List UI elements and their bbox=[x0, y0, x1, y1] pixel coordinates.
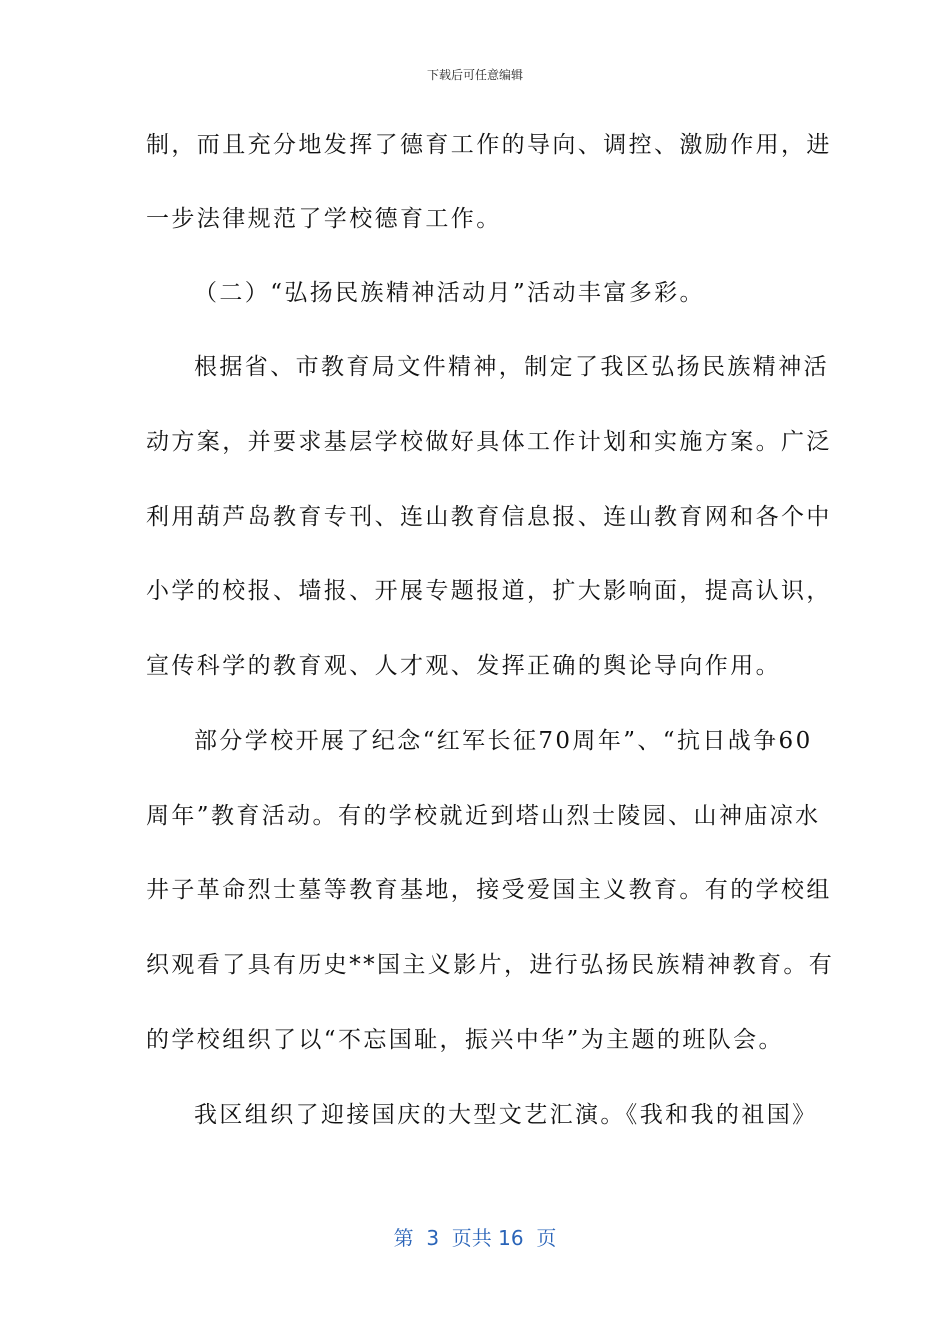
text-line-9: 部分学校开展了纪念“红军长征70周年”、“抗日战争60 bbox=[194, 728, 813, 754]
text-line-7: 小学的校报、墙报、开展专题报道，扩大影响面，提高认识， bbox=[146, 578, 832, 604]
page-header-note: 下载后可任意编辑 bbox=[426, 68, 523, 82]
text-line-2: 一步法律规范了学校德育工作。 bbox=[146, 206, 502, 232]
section-heading: （二）“弘扬民族精神活动月”活动丰富多彩。 bbox=[194, 280, 705, 306]
text-line-4: 根据省、市教育局文件精神，制定了我区弘扬民族精神活 bbox=[194, 354, 829, 380]
text-line-11: 井子革命烈士墓等教育基地，接受爱国主义教育。有的学校组 bbox=[146, 877, 832, 903]
text-line-10: 周年”教育活动。有的学校就近到塔山烈士陵园、山神庙凉水 bbox=[146, 803, 821, 829]
text-line-5: 动方案，并要求基层学校做好具体工作计划和实施方案。广泛 bbox=[146, 429, 832, 455]
text-line-12: 织观看了具有历史**国主义影片，进行弘扬民族精神教育。有 bbox=[146, 952, 835, 978]
text-line-6: 利用葫芦岛教育专刊、连山教育信息报、连山教育网和各个中 bbox=[146, 504, 832, 530]
page-number-footer: 第 3 页共 16 页 bbox=[393, 1226, 557, 1250]
text-line-13: 的学校组织了以“不忘国耻，振兴中华”为主题的班队会。 bbox=[146, 1027, 784, 1053]
text-line-14: 我区组织了迎接国庆的大型文艺汇演。《我和我的祖国》 bbox=[194, 1102, 818, 1128]
text-line-8: 宣传科学的教育观、人才观、发挥正确的舆论导向作用。 bbox=[146, 653, 781, 679]
text-line-1: 制，而且充分地发挥了德育工作的导向、调控、激励作用，进 bbox=[146, 132, 832, 158]
